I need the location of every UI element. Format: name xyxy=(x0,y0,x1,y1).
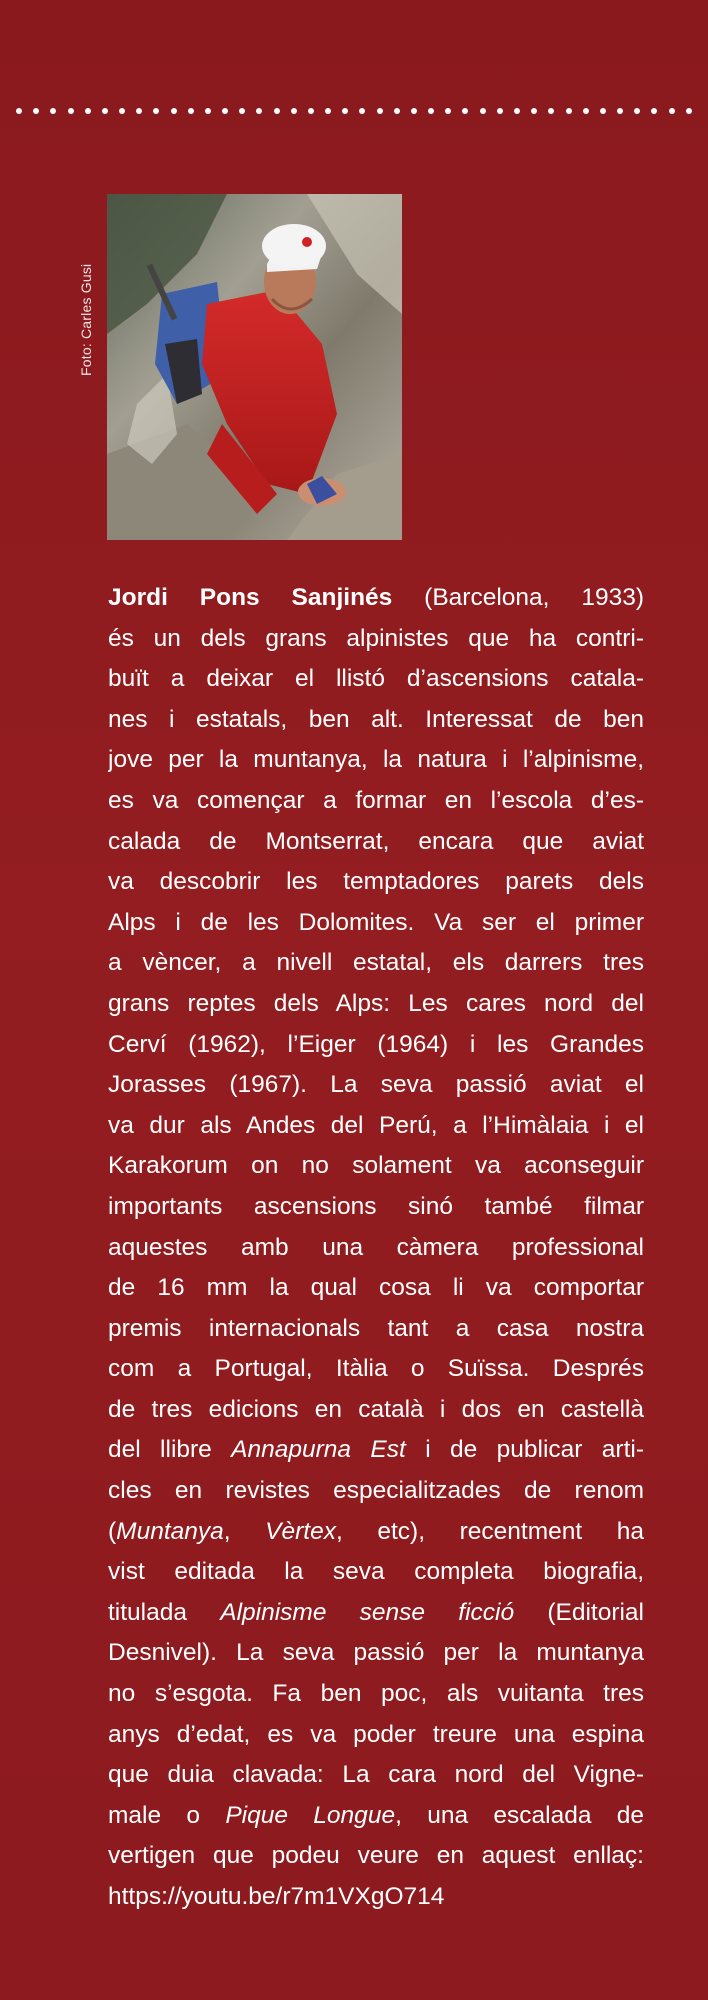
bio-line: va descobrir les temptadores parets dels xyxy=(108,868,644,896)
bio-line: Jordi Pons Sanjinés (Barcelona, 1933) xyxy=(108,584,644,611)
route-name: Pique Longue xyxy=(225,1801,396,1829)
bio-line: aquestes amb una càmera professional xyxy=(108,1233,644,1261)
bio-line: Alps i de les Dolomites. Va ser el primer xyxy=(108,908,644,936)
photo-credit: Foto: Carles Gusi xyxy=(78,263,94,376)
bio-line: (Muntanya, Vèrtex, etc), recentment ha xyxy=(108,1517,644,1545)
bio-line: es va començar a formar en l’escola d’es- xyxy=(108,786,644,814)
bio-line: grans reptes dels Alps: Les cares nord del xyxy=(108,989,644,1017)
bio-line: és un dels grans alpinistes que ha contri- xyxy=(108,624,644,652)
magazine-title: Vèrtex xyxy=(265,1517,336,1545)
bio-line: a vèncer, a nivell estatal, els darrers tres xyxy=(108,949,644,977)
biography-text xyxy=(108,578,644,1918)
bio-line: calada de Montserrat, encara que aviat xyxy=(108,827,644,855)
bio-line: male o Pique Longue, una escalada de xyxy=(108,1801,644,1829)
author-name: Jordi Pons Sanjinés xyxy=(108,584,393,611)
bio-line: vist editada la seva completa biografia, xyxy=(108,1558,644,1586)
bio-line: titulada Alpinisme sense ficció (Editorial xyxy=(108,1598,644,1626)
biography-title: Alpinisme sense ficció xyxy=(220,1598,515,1626)
climber-photo xyxy=(107,194,402,540)
bio-line: com a Portugal, Itàlia o Suïssa. Després xyxy=(108,1355,644,1383)
book-title: Annapurna Est xyxy=(231,1436,406,1464)
bio-line: anys d’edat, es va poder treure una espina xyxy=(108,1720,644,1748)
bio-line: premis internacionals tant a casa nostra xyxy=(108,1314,644,1342)
bio-line: va dur als Andes del Perú, a l’Himàlaia i el xyxy=(108,1111,644,1139)
magazine-title: Muntanya xyxy=(116,1517,224,1545)
bio-line: buït a deixar el llistó d’ascensions catala- xyxy=(108,665,644,693)
bio-line: de 16 mm la qual cosa li va comportar xyxy=(108,1274,644,1302)
bio-line: Jorasses (1967). La seva passió aviat el xyxy=(108,1071,644,1099)
bio-line: Cerví (1962), l’Eiger (1964) i les Grandes xyxy=(108,1030,644,1058)
dotted-divider xyxy=(0,108,708,118)
bio-line: no s’esgota. Fa ben poc, als vuitanta tres xyxy=(108,1680,644,1708)
bio-line: Karakorum on no solament va aconseguir xyxy=(108,1152,644,1180)
bio-line: que duia clavada: La cara nord del Vigne- xyxy=(108,1761,644,1789)
bio-line: jove per la muntanya, la natura i l’alpinisme, xyxy=(108,746,644,774)
video-link[interactable]: https://youtu.be/r7m1VXgO714 xyxy=(108,1883,445,1910)
bio-line: importants ascensions sinó també filmar xyxy=(108,1192,644,1220)
bio-line: cles en revistes especialitzades de renom xyxy=(108,1477,644,1505)
bio-line: de tres edicions en català i dos en castellà xyxy=(108,1395,644,1423)
bio-line: vertigen que podeu veure en aquest enllaç: xyxy=(108,1842,644,1870)
bio-line: del llibre Annapurna Est i de publicar arti- xyxy=(108,1436,644,1464)
bio-line: nes i estatals, ben alt. Interessat de ben xyxy=(108,705,644,733)
bio-line: Desnivel). La seva passió per la muntanya xyxy=(108,1639,644,1667)
